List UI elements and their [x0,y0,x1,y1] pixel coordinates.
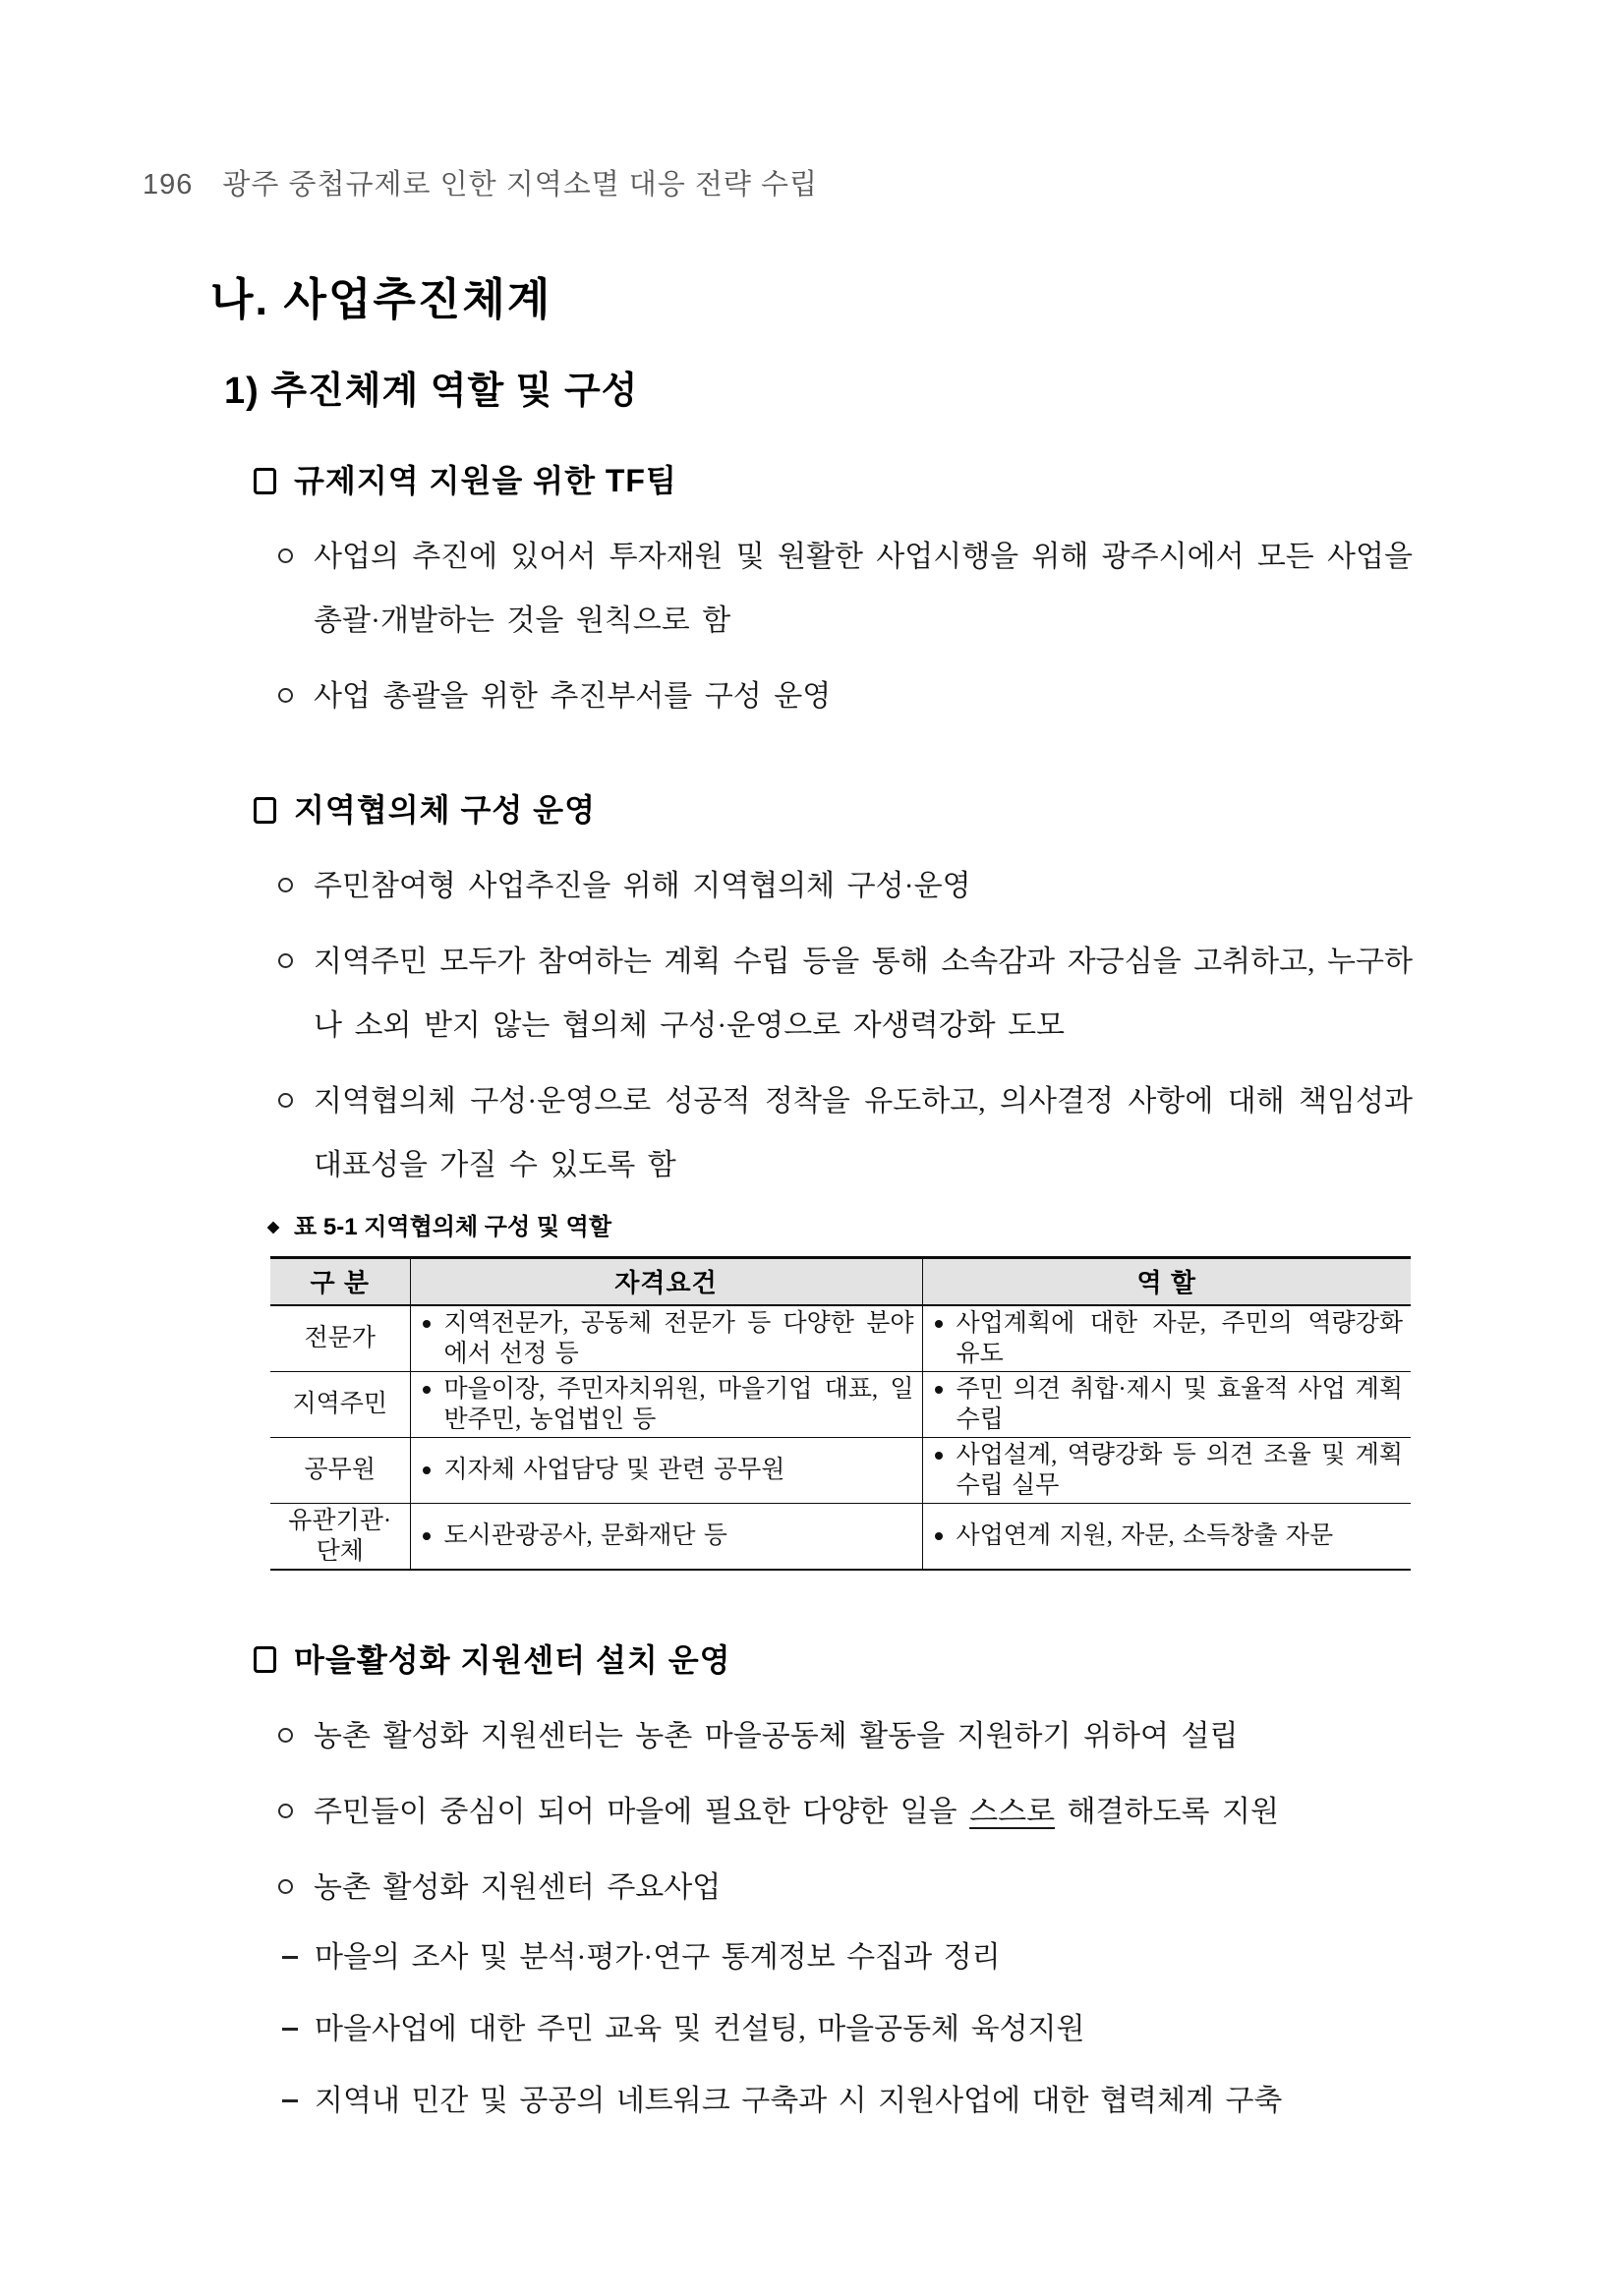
bullet-item [278,930,1413,1058]
bullet-dot-icon [935,1320,943,1328]
subsection-title: 규제지역 지원을 위한 TF팀 [294,463,677,498]
cell-category: 유관기관·단체 [288,1507,392,1565]
circle-bullet-icon [278,1804,293,1818]
section-heading-level2: 1) 추진체계 역할 및 구성 [224,371,639,412]
bullet-dot-icon [423,1320,431,1328]
page-number: 196 [143,169,194,201]
doc-title: 광주 중첩규제로 인한 지역소멸 대응 전략 수립 [222,169,819,201]
bullet-dot-icon [423,1466,431,1474]
bullet-dot-icon [423,1532,431,1540]
dash-icon [282,2099,298,2102]
table-row [270,1503,1411,1570]
checkbox-square-icon [254,468,276,494]
table-header-row [270,1258,1411,1305]
dash-item [282,2069,1413,2133]
circle-bullet-icon [278,1879,293,1894]
col-header-role: 역 할 [922,1258,1411,1305]
dash-icon [282,1956,298,1959]
dash-item [282,1997,1413,2061]
bullet-text: 지역주민 모두가 참여하는 계획 수립 등을 통해 소속감과 자긍심을 고취하고, 누구하나 소외 받지 않는 협의체 구성·운영으로 자생력강화 도모 [314,946,1413,1042]
cell-category: 공무원 [270,1437,410,1503]
diamond-bullet-icon [267,1222,280,1234]
bullet-item [278,664,1413,728]
cell-role: 사업계획에 대한 자문, 주민의 역량강화 유도 [922,1305,1411,1372]
table-row [270,1371,1411,1437]
bullet-item [278,1780,1413,1844]
checkbox-square-icon [254,1646,276,1673]
subsection-heading-center [254,1639,731,1681]
circle-bullet-icon [278,688,293,703]
bullet-dot-icon [935,1452,943,1460]
table-row [270,1437,1411,1503]
cell-qualification: 도시관광공사, 문화재단 등 [410,1503,922,1570]
circle-bullet-icon [278,548,293,563]
cell-role: 사업연계 지원, 자문, 소득창출 자문 [922,1503,1411,1570]
bullet-dot-icon [423,1386,431,1394]
subsection-title: 지역협의체 구성 운영 [294,792,596,828]
circle-bullet-icon [278,1093,293,1108]
bullet-text: 주민들이 중심이 되어 마을에 필요한 다양한 일을 스스로 해결하도록 지원 [314,1795,1279,1828]
bullet-item [278,1856,1413,1920]
col-header-category: 구 분 [270,1258,410,1305]
cell-category: 전문가 [270,1305,410,1372]
cell-role: 사업설계, 역량강화 등 의견 조율 및 계획수립 실무 [922,1437,1411,1503]
circle-bullet-icon [278,878,293,892]
dash-item [282,1925,1413,1989]
bullet-item [278,525,1413,653]
circle-bullet-icon [278,1728,293,1743]
dash-icon [282,2028,298,2031]
cell-qualification: 마을이장, 주민자치위원, 마을기업 대표, 일반주민, 농업법인 등 [410,1371,922,1437]
bullet-text: 사업의 추진에 있어서 투자재원 및 원활한 사업시행을 위해 광주시에서 모든 사업을 총괄·개발하는 것을 원칙으로 함 [314,541,1413,637]
col-header-qualification: 자격요건 [410,1258,922,1305]
bullet-item [278,1069,1413,1197]
bullet-text: 농촌 활성화 지원센터 주요사업 [314,1870,722,1904]
bullet-dot-icon [935,1386,943,1394]
circle-bullet-icon [278,953,293,968]
bullet-text: 농촌 활성화 지원센터는 농촌 마을공동체 활동을 지원하기 위하여 설립 [314,1719,1239,1752]
bullet-dot-icon [935,1532,943,1540]
table-caption-text: 표 5-1 지역협의체 구성 및 역할 [294,1214,612,1240]
subsection-title: 마을활성화 지원센터 설치 운영 [294,1641,731,1678]
cell-qualification: 지자체 사업담당 및 관련 공무원 [410,1437,922,1503]
bullet-text: 지역협의체 구성·운영으로 성공적 정착을 유도하고, 의사결정 사항에 대해 책임성과 대표성을 가질 수 있도록 함 [314,1085,1413,1181]
subsection-heading-council [254,789,596,831]
council-roles-table [270,1256,1411,1571]
bullet-item [278,1704,1413,1768]
cell-category: 지역주민 [270,1371,410,1437]
dash-text: 마을사업에 대한 주민 교육 및 컨설팅, 마을공동체 육성지원 [315,2012,1085,2045]
bullet-text: 사업 총괄을 위한 추진부서를 구성 운영 [314,680,832,713]
underlined-text: 스스로 [969,1795,1056,1828]
bullet-text: 주민참여형 사업추진을 위해 지역협의체 구성·운영 [314,870,971,902]
dash-text: 마을의 조사 및 분석·평가·연구 통계정보 수집과 정리 [315,1940,1001,1974]
subsection-heading-tf [254,460,677,501]
bullet-item [278,854,1413,918]
table-caption [267,1213,611,1242]
table-row [270,1305,1411,1372]
cell-qualification: 지역전문가, 공동체 전문가 등 다양한 분야에서 선정 등 [410,1305,922,1372]
dash-text: 지역내 민간 및 공공의 네트워크 구축과 시 지원사업에 대한 협력체계 구축 [315,2084,1283,2117]
section-heading-level1: 나. 사업추진체계 [210,274,552,324]
cell-role: 주민 의견 취합·제시 및 효율적 사업 계획 수립 [922,1371,1411,1437]
checkbox-square-icon [254,797,276,824]
running-header [143,167,818,202]
